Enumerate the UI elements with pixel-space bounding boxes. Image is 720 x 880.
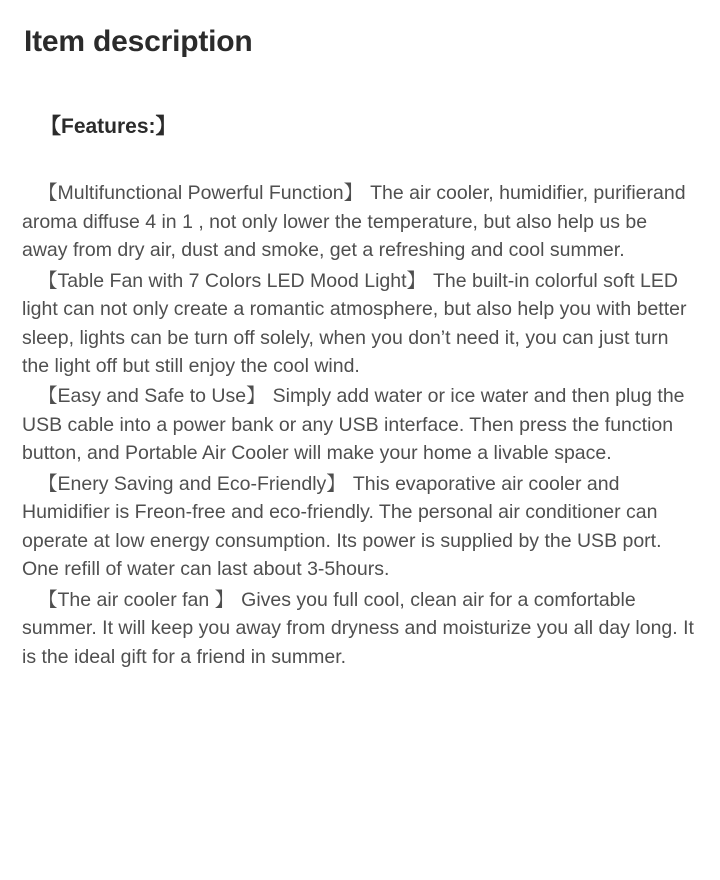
page-title: Item description [24,25,253,58]
feature-text: This evaporative air cooler and Humidifier is Freon-free and eco-friendly. The personal air conditioner can operate at low energy consumption. Its power is supplied by the USB port. One refill of water can last about 3-5hours. [22,472,662,581]
feature-tag: 【Table Fan with 7 Colors LED Mood Light】 [38,269,427,292]
feature-tag: 【The air cooler fan 】 [38,588,235,611]
feature-paragraph [22,470,698,584]
features-heading: 【Features:】 [40,115,177,138]
feature-paragraph [22,267,698,381]
features-paragraph-list [22,179,698,671]
feature-tag: 【Easy and Safe to Use】 [38,385,266,408]
feature-text: Gives you full cool, clean air for a comfortable summer. It will keep you away from dryness and moisturize you all day long. It is the ideal gift for a friend in summer. [22,588,694,668]
feature-paragraph [22,586,698,671]
feature-text: The built-in colorful soft LED light can not only create a romantic atmosphere, but also help you with better sleep, lights can be turn off solely, when you don’t need it, you can just turn the light off but still enjoy the cool wind. [22,269,687,377]
feature-paragraph [22,179,698,264]
feature-paragraph [22,382,698,467]
feature-text: The air cooler, humidifier, purifierand aroma diffuse 4 in 1 , not only lower the temperature, but also help us be away from dry air, dust and smoke, get a refreshing and cool summer. [22,182,686,262]
feature-tag: 【Multifunctional Powerful Function】 [38,182,364,205]
feature-text: Simply add water or ice water and then plug the USB cable into a power bank or any USB interface. Then press the function button, and Portable Air Cooler will make your home a livable space. [22,385,685,465]
feature-tag: 【Enery Saving and Eco-Friendly】 [38,472,346,495]
